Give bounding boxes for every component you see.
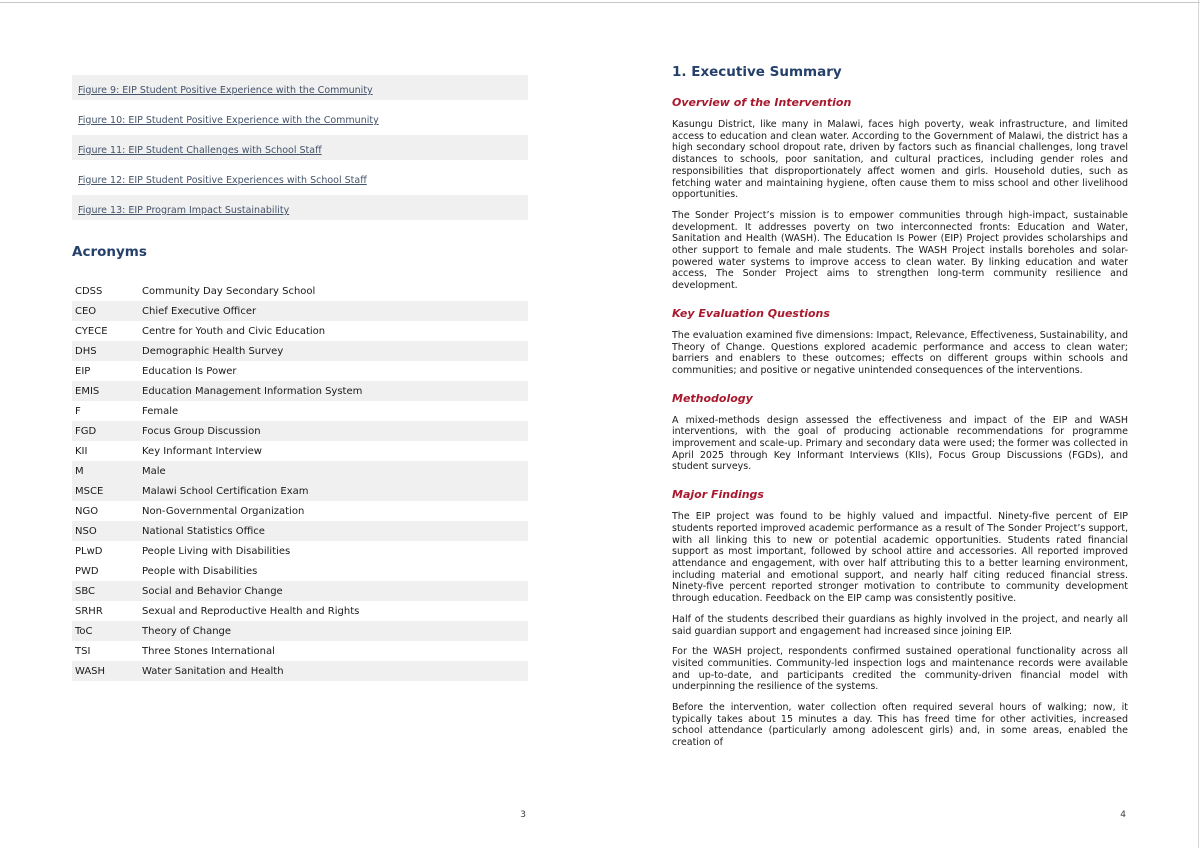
acronym-full: Non-Governmental Organization	[142, 505, 305, 517]
acronym-abbr: CDSS	[75, 285, 103, 297]
table-row	[72, 601, 528, 621]
figure-entry	[72, 75, 528, 100]
table-row	[72, 561, 528, 581]
table-row	[72, 301, 528, 321]
acronym-abbr: PLwD	[75, 545, 103, 557]
acronym-abbr: DHS	[75, 345, 97, 357]
paragraph: The EIP project was found to be highly valued and impactful. Ninety-five percent of EIP students reported improved academic performance as a result of The Sonder Project’s support, with all linking this to new or potential academic opportunities. Students rated financial support as most important, followed by school attire and accessories. All reported improved attendance and engagement, with over half attributing this to a better learning environment, including material and emotional support, and nearly half citing reduced financial stress. Ninety-five percent reported stronger motivation to contribute to community development through education. Feedback on the EIP camp was consistently positive.	[672, 511, 1128, 605]
acronym-abbr: FGD	[75, 425, 97, 437]
acronym-abbr: EIP	[75, 365, 91, 377]
acronym-abbr: CYECE	[75, 325, 108, 337]
acronym-abbr: KII	[75, 445, 88, 457]
page-number-left: 3	[520, 810, 526, 820]
paragraph: Half of the students described their guardians as highly involved in the project, and nearly all said guardian support and engagement had increased since joining EIP.	[672, 613, 1128, 637]
acronym-full: Male	[142, 465, 166, 477]
section-heading: Methodology	[672, 391, 753, 405]
table-row	[72, 381, 528, 401]
table-row	[72, 341, 528, 361]
acronym-abbr: NSO	[75, 525, 97, 537]
acronym-full: Chief Executive Officer	[142, 305, 257, 317]
acronym-full: Malawi School Certification Exam	[142, 485, 309, 497]
acronym-abbr: M	[75, 465, 84, 477]
acronym-full: Community Day Secondary School	[142, 285, 316, 297]
acronym-full: People Living with Disabilities	[142, 545, 291, 557]
acronym-abbr: PWD	[75, 565, 99, 577]
acronym-full: Social and Behavior Change	[142, 585, 283, 597]
acronyms-heading: Acronyms	[72, 244, 147, 260]
figure-entry	[72, 135, 528, 160]
acronym-full: Female	[142, 405, 179, 417]
acronym-full: National Statistics Office	[142, 525, 265, 537]
table-row	[72, 441, 528, 461]
table-row	[72, 521, 528, 541]
acronym-full: Centre for Youth and Civic Education	[142, 325, 326, 337]
table-row	[72, 541, 528, 561]
acronym-abbr: SRHR	[75, 605, 103, 617]
paragraph: For the WASH project, respondents confirmed sustained operational functionality across all visited communities. Community-led inspection logs and maintenance records were available and up-to-date, and participants credited the community-driven financial model with underpinning the resilience of the systems.	[672, 646, 1128, 693]
acronym-full: Sexual and Reproductive Health and Rights	[142, 605, 360, 617]
right-page-content	[672, 64, 1128, 758]
paragraph: Before the intervention, water collection often required several hours of walking; now, it typically takes about 15 minutes a day. This has freed time for other activities, increased school attendance (particularly among adolescent girls) and, in some areas, enabled the creation of	[672, 702, 1128, 749]
figure-entry	[72, 105, 528, 130]
acronym-table	[72, 281, 528, 681]
acronym-full: Education Management Information System	[142, 385, 363, 397]
acronym-abbr: ToC	[75, 625, 93, 637]
figure-link[interactable]: Figure 10: EIP Student Positive Experience with the Community	[78, 115, 379, 126]
table-row	[72, 421, 528, 441]
left-page-content	[72, 75, 528, 681]
acronym-abbr: NGO	[75, 505, 99, 517]
page-number-right: 4	[1120, 810, 1126, 820]
paragraph: A mixed-methods design assessed the effectiveness and impact of the EIP and WASH interventions, with the goal of producing actionable recommendations for programme improvement and scale-up. Primary and secondary data were used; the former was collected in April 2025 through Key Informant Interviews (KIIs), Focus Group Discussions (FGDs), and student surveys.	[672, 414, 1128, 473]
acronym-full: Three Stones International	[142, 645, 275, 657]
acronym-full: Key Informant Interview	[142, 445, 262, 457]
table-row	[72, 621, 528, 641]
table-row	[72, 661, 528, 681]
table-row	[72, 361, 528, 381]
acronym-abbr: WASH	[75, 665, 106, 677]
table-row	[72, 641, 528, 661]
acronym-full: Water Sanitation and Health	[142, 665, 284, 677]
acronym-abbr: EMIS	[75, 385, 100, 397]
acronym-abbr: SBC	[75, 585, 96, 597]
executive-summary-title: 1. Executive Summary	[672, 64, 842, 80]
sections	[672, 96, 1128, 749]
acronym-full: Education Is Power	[142, 365, 237, 377]
paragraph: The evaluation examined five dimensions: Impact, Relevance, Effectiveness, Sustainability, and Theory of Change. Questions explored academic performance and access to clean water; barriers and enablers to these outcomes; effects on different groups within schools and communities; and positive or negative unintended consequences of the interventions.	[672, 329, 1128, 376]
acronym-abbr: CEO	[75, 305, 97, 317]
acronym-full: People with Disabilities	[142, 565, 258, 577]
figure-link[interactable]: Figure 12: EIP Student Positive Experiences with School Staff	[78, 175, 367, 186]
acronym-abbr: TSI	[75, 645, 91, 657]
figure-entry	[72, 195, 528, 220]
document-page-right	[600, 0, 1200, 848]
section-heading: Overview of the Intervention	[672, 96, 852, 109]
acronym-abbr: F	[75, 405, 81, 417]
figure-link[interactable]: Figure 11: EIP Student Challenges with School Staff	[78, 145, 322, 156]
section-heading: Major Findings	[672, 488, 764, 502]
paragraph: Kasungu District, like many in Malawi, faces high poverty, weak infrastructure, and limited access to education and clean water. According to the Government of Malawi, the district has a high secondary school dropout rate, driven by factors such as financial challenges, long travel distances to schools, poor sanitation, and cultural practices, including gender roles and responsibilities that disproportionately affect women and girls. Household duties, such as fetching water and maintaining hygiene, often cause them to miss school and other livelihood opportunities.	[672, 119, 1128, 201]
table-row	[72, 481, 528, 501]
table-row	[72, 281, 528, 301]
acronym-full: Focus Group Discussion	[142, 425, 261, 437]
table-row	[72, 461, 528, 481]
table-row	[72, 401, 528, 421]
acronym-full: Demographic Health Survey	[142, 345, 284, 357]
table-row	[72, 581, 528, 601]
figure-link[interactable]: Figure 9: EIP Student Positive Experience with the Community	[78, 85, 373, 96]
paragraph: The Sonder Project’s mission is to empower communities through high-impact, sustainable development. It addresses poverty on two interconnected fronts: Education and Water, Sanitation and Health (WASH). The Education Is Power (EIP) Project provides scholarships and other support to female and male students. The WASH Project installs boreholes and solar-powered water systems to improve access to clean water. By linking education and water access, The Sonder Project aims to strengthen long-term community resilience and development.	[672, 209, 1128, 292]
table-row	[72, 321, 528, 341]
acronym-full: Theory of Change	[142, 625, 232, 637]
section-heading: Key Evaluation Questions	[672, 306, 830, 320]
table-row	[72, 501, 528, 521]
acronym-abbr: MSCE	[75, 485, 104, 497]
figure-list	[72, 75, 528, 220]
figure-link[interactable]: Figure 13: EIP Program Impact Sustainability	[78, 205, 290, 216]
figure-entry	[72, 165, 528, 190]
